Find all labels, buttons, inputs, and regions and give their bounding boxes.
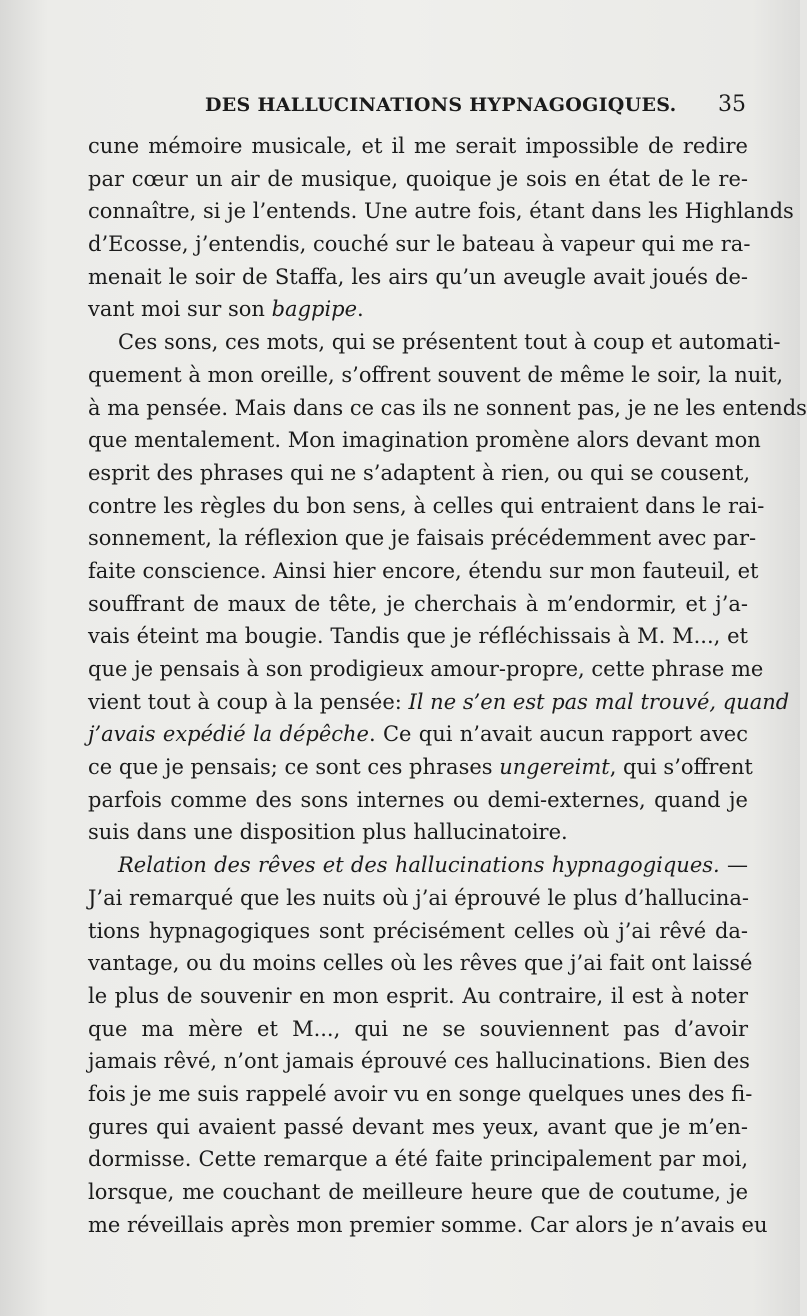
text-line: par cœur un air de musique, quoique je sois en état de le re- [88,166,748,191]
text-line: que je pensais à son prodigieux amour-propre, cette phrase me [88,657,764,681]
text-line: cune mémoire musicale, et il me serait impossible de redire [88,134,748,158]
text-line: lorsque, me couchant de meilleure heure que de coutume, je [88,1180,748,1204]
section-heading-line: Relation des rêves et des hallucinations hypnagogiques. — [118,853,748,878]
text-line: jamais rêvé, n’ont jamais éprouvé ces hallucinations. Bien des [88,1049,750,1074]
text-line: vient tout à coup à la pensée: Il ne s’en est pas mal trouvé, quand [88,689,790,714]
text-line: esprit des phrases qui ne s’adaptent à rien, ou qui se cousent, [88,460,751,485]
text-line: quement à mon oreille, s’offrent souvent de même le soir, la nuit, [88,362,784,387]
text-line: menait le soir de Staffa, les airs qu’un aveugle avait joués de- [88,264,748,289]
text-line: faite conscience. Ainsi hier encore, étendu sur mon fauteuil, et [88,558,759,583]
page-number: 35 [718,92,746,117]
text-line: connaître, si je l’entends. Une autre fois, étant dans les Highlands [88,199,794,224]
text-line: j’avais expédié la dépêche. Ce qui n’avait aucun rapport avec [88,722,748,747]
text-line: vantage, ou du moins celles où les rêves que j’ai fait ont laissé [88,951,753,976]
text-line: le plus de souvenir en mon esprit. Au contraire, il est à noter [88,983,748,1008]
text-line: J’ai remarqué que les nuits où j’ai éprouvé le plus d’hallucina- [88,885,750,910]
text-line: que ma mère et M..., qui ne se souviennent pas d’avoir [88,1016,748,1041]
text-line: vais éteint ma bougie. Tandis que je réfléchissais à M. M..., et [88,624,748,649]
text-line: tions hypnagogiques sont précisément celles où j’ai rêvé da- [88,918,748,943]
text-line: gures qui avaient passé devant mes yeux, avant que je m’en- [88,1114,748,1139]
text-line: contre les règles du bon sens, à celles qui entraient dans le rai- [88,493,765,518]
text-line: fois je me suis rappelé avoir vu en songe quelques unes des fi- [88,1081,753,1106]
text-line: me réveillais après mon premier somme. Car alors je n’avais eu [88,1212,768,1237]
text-line: Ces sons, ces mots, qui se présentent tout à coup et automati- [118,330,781,355]
text-line: souffrant de maux de tête, je cherchais à m’endormir, et j’a- [88,591,748,616]
text-line: que mentalement. Mon imagination promène alors devant mon [88,428,761,453]
text-line: sonnement, la réflexion que je faisais précédemment avec par- [88,526,757,551]
text-line: parfois comme des sons internes ou demi-externes, quand je [88,787,748,812]
text-line: vant moi sur son bagpipe. [88,297,364,322]
page-header [0,94,800,124]
running-title: DES HALLUCINATIONS HYPNAGOGIQUES. [205,94,677,116]
body-text [88,130,807,1241]
text-line: d’Ecosse, j’entendis, couché sur le bateau à vapeur qui me ra- [88,232,751,257]
text-line: à ma pensée. Mais dans ce cas ils ne sonnent pas, je ne les entends [88,395,807,420]
text-line: suis dans une disposition plus hallucinatoire. [88,820,568,845]
text-line: dormisse. Cette remarque a été faite principalement par moi, [88,1147,748,1172]
text-line: ce que je pensais; ce sont ces phrases ungereimt, qui s’offrent [88,755,753,780]
